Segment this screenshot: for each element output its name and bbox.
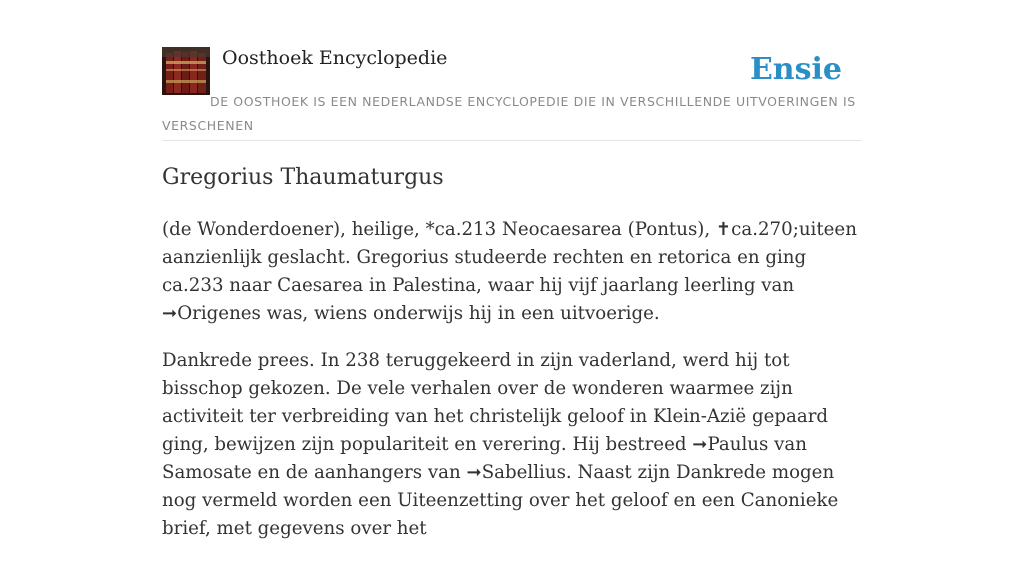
article-paragraph: (de Wonderdoener), heilige, *ca.213 Neocaesarea (Pontus), ✝ca.270;uiteen aanzienlijk geslacht. Gregorius studeerde rechten en retorica en ging ca.233 naar Caesarea in Palestina, waar hij vijf jaarlang leerling van ➞Origenes was, wiens onderwijs hij in een uitvoerige. [162,219,857,324]
site-header [162,46,862,141]
article-paragraph: Dankrede prees. In 238 teruggekeerd in zijn vaderland, werd hij tot bisschop gekozen. De vele verhalen over de wonderen waarmee zijn activiteit ter verbreiding van het christelijk geloof in Klein-Azië gepaard ging, bewijzen zijn populariteit en verering. Hij bestreed ➞Paulus van Samosate en de aanhangers van ➞Sabellius. Naast zijn Dankrede mogen nog vermeld worden een Uiteenzetting over het geloof en een Canonieke brief, met gegevens over het [162,350,839,539]
article-title: Gregorius Thaumaturgus [162,165,444,190]
article-body [162,216,862,562]
site-tagline: DE OOSTHOEK IS EEN NEDERLANDSE ENCYCLOPEDIE DIE IN VERSCHILLENDE UITVOERINGEN IS VERSCHENEN [162,94,856,133]
brand-logo-link[interactable]: Ensie [749,52,842,87]
books-icon [162,47,210,95]
encyclopedia-avatar-icon[interactable] [162,47,210,95]
site-name-link[interactable]: Oosthoek Encyclopedie [222,47,448,69]
